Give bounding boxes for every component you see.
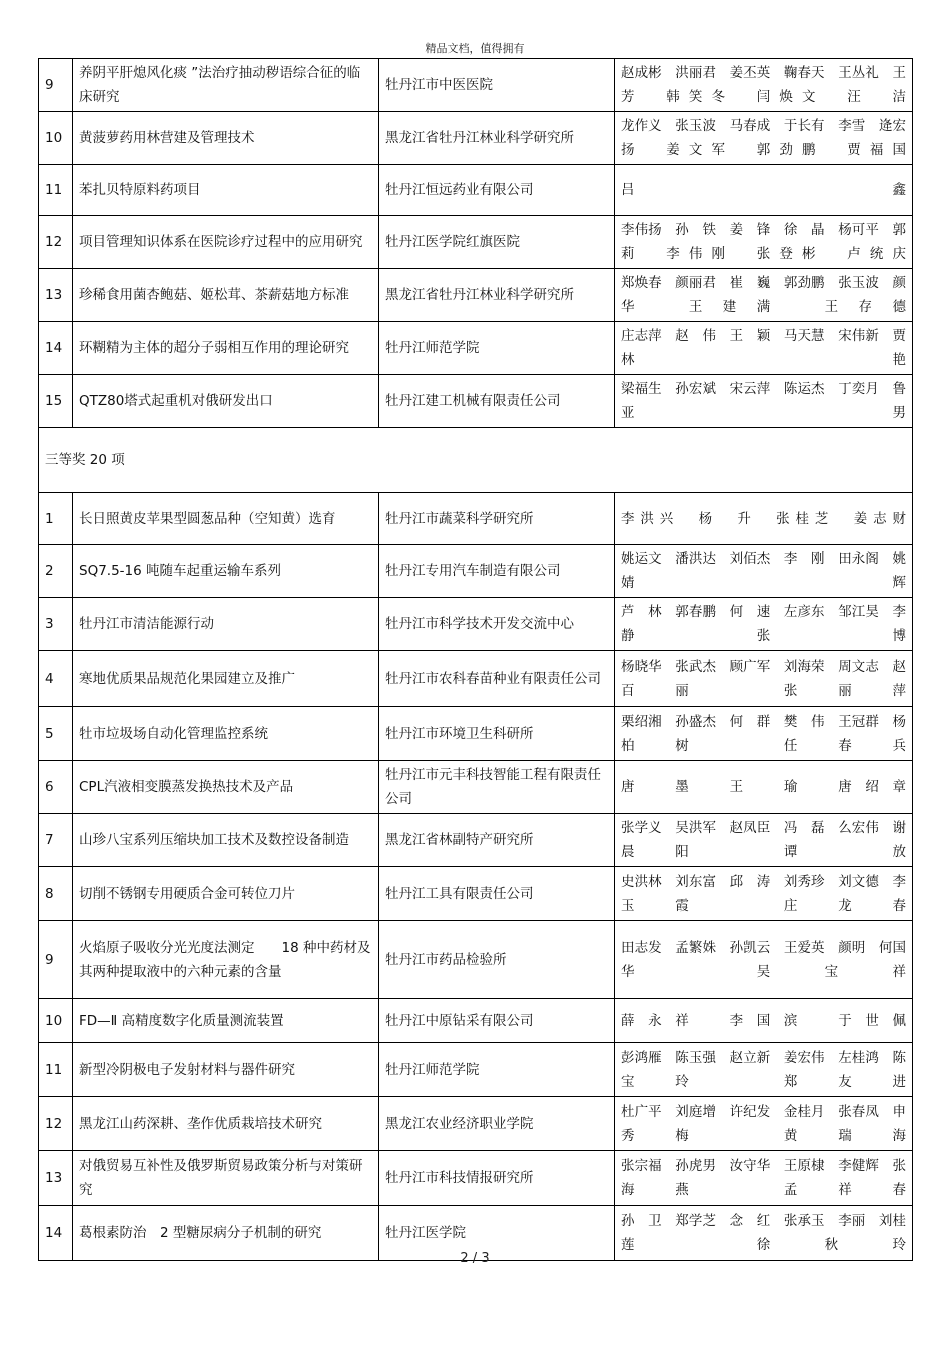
- project-name: SQ7.5-16 吨随车起重运输车系列: [73, 545, 379, 598]
- completers: 郑焕春 颜丽君 崔 巍 郭劲鹏 张玉波 颜 华 王建满 王存德: [615, 269, 913, 322]
- completers: 史洪林 刘东富 邱 涛 刘秀珍 刘文德 李玉霞 庄龙春: [615, 867, 913, 921]
- completers: 张宗福 孙虎男 汝守华 王原棣 李健辉 张海燕 孟祥春: [615, 1151, 913, 1206]
- table-row: [39, 322, 913, 375]
- table-row: [39, 493, 913, 545]
- row-number: 14: [39, 322, 73, 375]
- row-number: 11: [39, 165, 73, 216]
- completing-unit: 牡丹江师范学院: [379, 322, 615, 375]
- completing-unit: 牡丹江中原钻采有限公司: [379, 999, 615, 1043]
- completers: 唐 墨 王 瑜 唐绍章: [615, 761, 913, 814]
- completing-unit: 牡丹江市农科春苗种业有限责任公司: [379, 651, 615, 707]
- completing-unit: 牡丹江市环境卫生科研所: [379, 707, 615, 761]
- completers: 李洪兴 杨 升 张桂芝 姜志财: [615, 493, 913, 545]
- completing-unit: 牡丹江市科学技术开发交流中心: [379, 598, 615, 651]
- completers: 李伟扬 孙 铁 姜 锋 徐 晶 杨可平 郭 莉 李伟刚 张登彬 卢统庆: [615, 216, 913, 269]
- project-name: 牡丹江市清洁能源行动: [73, 598, 379, 651]
- row-number: 3: [39, 598, 73, 651]
- row-number: 7: [39, 814, 73, 867]
- completing-unit: 牡丹江医学院: [379, 1206, 615, 1261]
- completing-unit: 牡丹江市科技情报研究所: [379, 1151, 615, 1206]
- page-number: 2 / 3: [460, 1251, 490, 1266]
- table-row: [39, 165, 913, 216]
- project-name: FD—Ⅱ 高精度数字化质量测流装置: [73, 999, 379, 1043]
- row-number: 8: [39, 867, 73, 921]
- row-number: 2: [39, 545, 73, 598]
- row-number: 6: [39, 761, 73, 814]
- row-number: 1: [39, 493, 73, 545]
- table-row: [39, 545, 913, 598]
- section-row-third-prize: [39, 428, 913, 493]
- awards-table-section: [39, 428, 913, 493]
- table-row: [39, 375, 913, 428]
- completing-unit: 牡丹江医学院红旗医院: [379, 216, 615, 269]
- project-name: 养阴平肝熄风化痰 ”法治疗抽动秽语综合征的临床研究: [73, 59, 379, 112]
- completing-unit: 牡丹江市元丰科技智能工程有限责任公司: [379, 761, 615, 814]
- row-number: 11: [39, 1043, 73, 1097]
- completing-unit: 牡丹江师范学院: [379, 1043, 615, 1097]
- row-number: 4: [39, 651, 73, 707]
- completers: 栗绍湘 孙盛杰 何 群 樊 伟 王冠群 杨柏树 任春兵: [615, 707, 913, 761]
- completing-unit: 牡丹江建工机械有限责任公司: [379, 375, 615, 428]
- table-row: [39, 598, 913, 651]
- row-number: 9: [39, 921, 73, 999]
- completers: 庄志萍 赵 伟 王 颖 马天慧 宋伟新 贾林艳: [615, 322, 913, 375]
- project-name: 珍稀食用菌杏鲍菇、姬松茸、茶薪菇地方标准: [73, 269, 379, 322]
- project-name: 寒地优质果品规范化果园建立及推广: [73, 651, 379, 707]
- completers: 杨晓华 张武杰 顾广军 刘海荣 周文志 赵百丽 张丽萍: [615, 651, 913, 707]
- row-number: 13: [39, 269, 73, 322]
- table-row: [39, 269, 913, 322]
- row-number: 9: [39, 59, 73, 112]
- project-name: 环糊精为主体的超分子弱相互作用的理论研究: [73, 322, 379, 375]
- completers: 姚运文 潘洪达 刘佰杰 李 刚 田永阁 姚婧辉: [615, 545, 913, 598]
- project-name: 黑龙江山药深耕、垄作优质栽培技术研究: [73, 1097, 379, 1151]
- row-number: 5: [39, 707, 73, 761]
- awards-table-third-rows: [39, 493, 920, 1261]
- row-number: 13: [39, 1151, 73, 1206]
- completers: 张学义 吴洪军 赵凤臣 冯 磊 么宏伟 谢晨阳 谭 放: [615, 814, 913, 867]
- awards-table: [38, 58, 920, 1261]
- completing-unit: 牡丹江恒远药业有限公司: [379, 165, 615, 216]
- completers: 田志发 孟繁姝 孙凯云 王爱英 颜明 何国华 吴宝祥: [615, 921, 913, 999]
- row-number: 12: [39, 216, 73, 269]
- table-row: [39, 1151, 913, 1206]
- project-name: CPL汽液相变膜蒸发换热技术及产品: [73, 761, 379, 814]
- project-name: 项目管理知识体系在医院诊疗过程中的应用研究: [73, 216, 379, 269]
- row-number: 15: [39, 375, 73, 428]
- row-number: 12: [39, 1097, 73, 1151]
- completing-unit: 牡丹江市蔬菜科学研究所: [379, 493, 615, 545]
- completers: 赵成彬 洪丽君 姜丕英 鞠春天 王丛礼 王 芳 韩笑冬 闫焕文 汪 洁: [615, 59, 913, 112]
- project-name: QTZ80塔式起重机对俄研发出口: [73, 375, 379, 428]
- project-name: 新型冷阴极电子发射材料与器件研究: [73, 1043, 379, 1097]
- table-row: [39, 1097, 913, 1151]
- project-name: 黄菠萝药用林营建及管理技术: [73, 112, 379, 165]
- table-row: [39, 999, 913, 1043]
- project-name: 长日照黄皮苹果型圆葱品种（空知黄）选育: [73, 493, 379, 545]
- completers: 芦 林 郭春鹏 何 速 左彦东 邹江昊 李 静 张 博: [615, 598, 913, 651]
- project-name: 切削不锈钢专用硬质合金可转位刀片: [73, 867, 379, 921]
- completers: 梁福生 孙宏斌 宋云萍 陈运杰 丁奕月 鲁亚男: [615, 375, 913, 428]
- completing-unit: 黑龙江省林副特产研究所: [379, 814, 615, 867]
- completers: 孙 卫 郑学芝 念 红 张承玉 李丽 刘桂莲 徐秋玲: [615, 1206, 913, 1261]
- table-row: [39, 59, 913, 112]
- completers: 彭鸿雁 陈玉强 赵立新 姜宏伟 左桂鸿 陈宝玲 郑友进: [615, 1043, 913, 1097]
- completing-unit: 牡丹江市药品检验所: [379, 921, 615, 999]
- completing-unit: 黑龙江省牡丹江林业科学研究所: [379, 269, 615, 322]
- project-name: 葛根素防治 2 型糖尿病分子机制的研究: [73, 1206, 379, 1261]
- page-header: 精品文档，值得拥有: [425, 42, 525, 55]
- completers: 吕 鑫: [615, 165, 913, 216]
- completing-unit: 牡丹江市中医医院: [379, 59, 615, 112]
- table-row: [39, 216, 913, 269]
- project-name: 山珍八宝系列压缩块加工技术及数控设备制造: [73, 814, 379, 867]
- completing-unit: 牡丹江工具有限责任公司: [379, 867, 615, 921]
- table-row: [39, 867, 913, 921]
- table-row: [39, 1043, 913, 1097]
- project-name: 牡市垃圾场自动化管理监控系统: [73, 707, 379, 761]
- completers: 龙作义 张玉波 马春成 于长有 李雪 逄宏扬 姜文军 郭劲鹏 贾福国: [615, 112, 913, 165]
- table-row: [39, 814, 913, 867]
- completing-unit: 黑龙江农业经济职业学院: [379, 1097, 615, 1151]
- table-row: [39, 761, 913, 814]
- awards-table-top-rows: [39, 59, 920, 428]
- completers: 杜广平 刘庭增 许纪发 金桂月 张春凤 申秀梅 黄瑞海: [615, 1097, 913, 1151]
- table-row: [39, 651, 913, 707]
- project-name: 苯扎贝特原料药项目: [73, 165, 379, 216]
- table-row: [39, 112, 913, 165]
- project-name: 对俄贸易互补性及俄罗斯贸易政策分析与对策研究: [73, 1151, 379, 1206]
- row-number: 10: [39, 112, 73, 165]
- row-number: 10: [39, 999, 73, 1043]
- completing-unit: 牡丹江专用汽车制造有限公司: [379, 545, 615, 598]
- row-number: 14: [39, 1206, 73, 1261]
- section-label-third-prize: 三等奖 20 项: [39, 428, 913, 493]
- project-name: 火焰原子吸收分光光度法测定 18 种中药材及其两种提取液中的六种元素的含量: [73, 921, 379, 999]
- completers: 薛永祥 李国滨 于世佩: [615, 999, 913, 1043]
- table-row: [39, 921, 913, 999]
- completing-unit: 黑龙江省牡丹江林业科学研究所: [379, 112, 615, 165]
- table-row: [39, 707, 913, 761]
